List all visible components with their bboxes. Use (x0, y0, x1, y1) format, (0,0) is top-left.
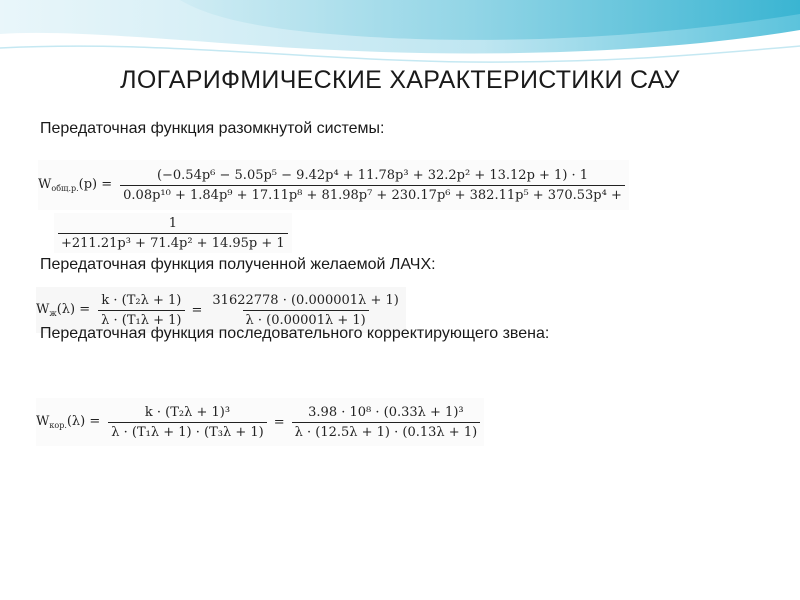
open-loop-numerator: (−0.54p⁶ − 5.05p⁵ − 9.42p⁴ + 11.78p³ + 32.2p² + 13.12p + 1) · 1 (156, 167, 589, 183)
open-loop-continuation-numerator: 1 (168, 215, 177, 231)
desired-formula: $W_ж(\lambda)$ = $\frac{\text{k · (T₂λ + 1)}}{\text{λ · (T₁λ + 1)}}$ = $\frac{31622778 \cdot (0.000001\lambda + 1)}{\lambda \cdot (0.00001\lambda + 1)}$ (36, 287, 406, 333)
desired-numeric-fraction: $\frac{31622778 \cdot (0.000001\lambda + 1)}{\lambda \cdot (0.00001\lambda + 1)}$ (212, 292, 399, 328)
corrector-symbolic-fraction: $\frac{\text{k · (T₂λ + 1)³}}{\text{λ · (T₁λ + 1) · (T₃λ + 1)}}$ (108, 405, 266, 440)
open-loop-fraction (120, 168, 625, 203)
decorative-wave-banner (0, 0, 800, 70)
desired-symbolic-fraction: $\frac{\text{k · (T₂λ + 1)}}{\text{λ · (T₁λ + 1)}}$ (98, 293, 184, 328)
corrector-formula: $W_{кор.}(\lambda)$ = $\frac{\text{k · (T₂λ + 1)³}}{\text{λ · (T₁λ + 1) · (T₃λ + 1)}}$ = $\frac{\text{3.98 · 10⁸ · (0.33λ + 1)³}}{\lambda \cdot (12.5\lambda + 1) \cdot (0.13\lambda + 1)}$ (36, 398, 484, 446)
desired-lhs: $W_ж(\lambda)$ = (36, 302, 91, 318)
desired-heading: Передаточная функция полученной желаемой ЛАЧХ: (40, 256, 436, 273)
open-loop-continuation-fraction (58, 216, 288, 251)
open-loop-formula (38, 160, 629, 210)
open-loop-continuation-denominator: +211.21p³ + 71.4p² + 14.95p + 1 (58, 233, 288, 251)
slide-title: ЛОГАРИФМИЧЕСКИЕ ХАРАКТЕРИСТИКИ САУ (120, 66, 680, 94)
corrector-numeric-fraction: $\frac{\text{3.98 · 10⁸ · (0.33λ + 1)³}}{\lambda \cdot (12.5\lambda + 1) \cdot (0.13\lambda + 1)}$ (292, 405, 481, 440)
corrector-heading: Передаточная функция последовательного корректирующего звена: (40, 325, 550, 342)
open-loop-heading: Передаточная функция разомкнутой системы: (40, 120, 385, 137)
open-loop-formula-continuation (54, 213, 292, 253)
open-loop-denominator: 0.08p¹⁰ + 1.84p⁹ + 17.11p⁸ + 81.98p⁷ + 230.17p⁶ + 382.11p⁵ + 370.53p⁴ + (120, 185, 625, 203)
corrector-lhs: $W_{кор.}(\lambda)$ = (36, 414, 101, 430)
open-loop-lhs: $W_{общ.р.}(p)$ = (38, 177, 113, 193)
